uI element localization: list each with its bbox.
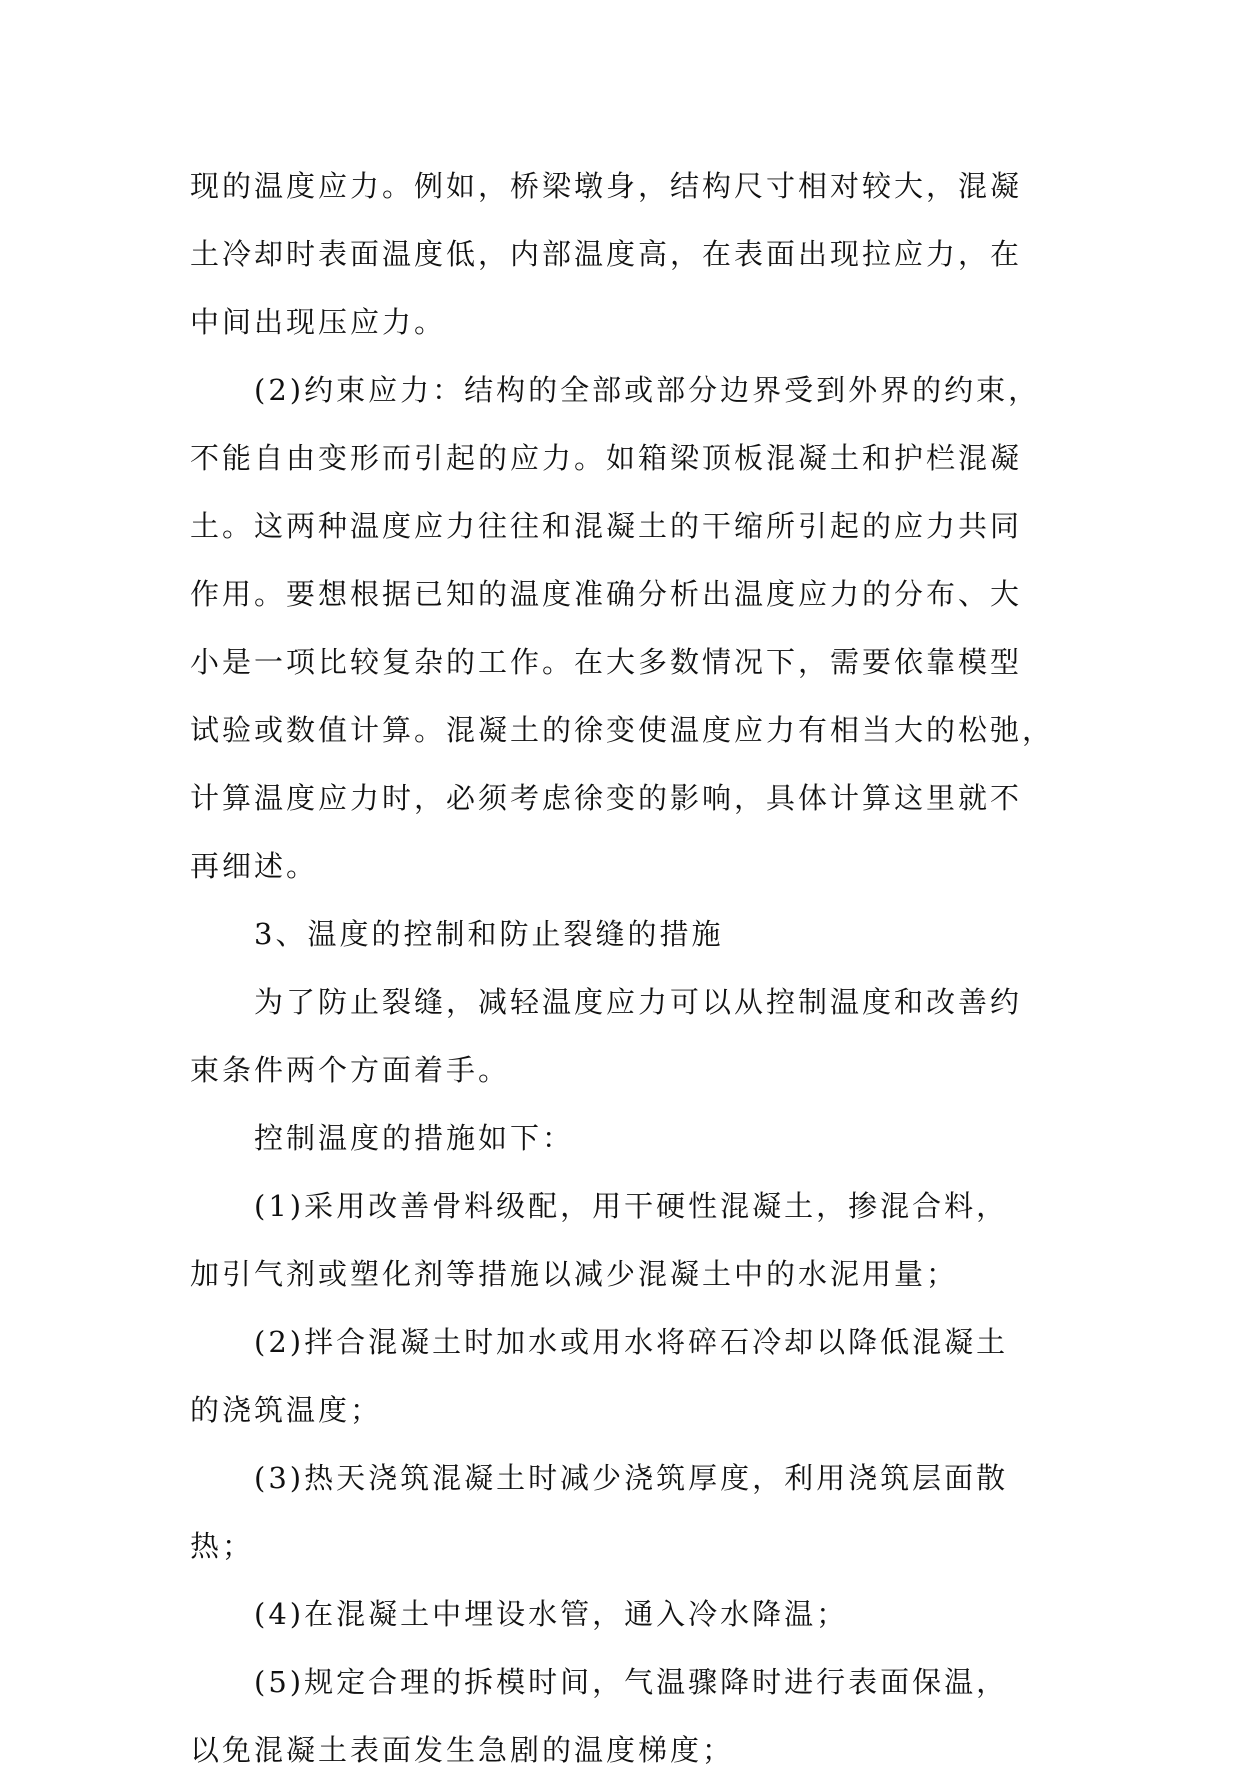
text-line-10: 计算温度应力时，必须考虑徐变的影响，具体计算这里就不 <box>190 781 1023 815</box>
text-line-7: 作用。要想根据已知的温度准确分析出温度应力的分布、大 <box>190 577 1023 611</box>
text-line-18: (2)拌合混凝土时加水或用水将碎石冷却以降低混凝土 <box>254 1325 1009 1359</box>
text-line-16: (1)采用改善骨料级配，用干硬性混凝土，掺混合料， <box>254 1189 1009 1223</box>
text-line-4: (2)约束应力：结构的全部或部分边界受到外界的约束， <box>254 373 1041 407</box>
text-line-3: 中间出现压应力。 <box>190 305 447 339</box>
text-line-13: 为了防止裂缝，减轻温度应力可以从控制温度和改善约 <box>254 985 1023 1019</box>
text-line-24: 以免混凝土表面发生急剧的温度梯度； <box>190 1733 735 1767</box>
text-line-20: (3)热天浇筑混凝土时减少浇筑厚度，利用浇筑层面散 <box>254 1461 1009 1495</box>
text-line-11: 再细述。 <box>190 849 319 883</box>
text-line-17: 加引气剂或塑化剂等措施以减少混凝土中的水泥用量； <box>190 1257 959 1291</box>
text-line-8: 小是一项比较复杂的工作。在大多数情况下，需要依靠模型 <box>190 645 1023 679</box>
text-line-1: 现的温度应力。例如，桥梁墩身，结构尺寸相对较大，混凝 <box>190 169 1023 203</box>
text-line-23: (5)规定合理的拆模时间，气温骤降时进行表面保温， <box>254 1665 1009 1699</box>
text-line-6: 土。这两种温度应力往往和混凝土的干缩所引起的应力共同 <box>190 509 1023 543</box>
text-line-21: 热； <box>190 1529 255 1563</box>
text-line-9: 试验或数值计算。混凝土的徐变使温度应力有相当大的松弛， <box>190 713 1055 747</box>
text-line-2: 土冷却时表面温度低，内部温度高，在表面出现拉应力，在 <box>190 237 1023 271</box>
text-line-19: 的浇筑温度； <box>190 1393 383 1427</box>
section-heading: 3、温度的控制和防止裂缝的措施 <box>254 917 724 951</box>
text-line-14: 束条件两个方面着手。 <box>190 1053 511 1087</box>
text-line-15: 控制温度的措施如下： <box>254 1121 575 1155</box>
text-line-22: (4)在混凝土中埋设水管，通入冷水降温； <box>254 1597 849 1631</box>
text-line-5: 不能自由变形而引起的应力。如箱梁顶板混凝土和护栏混凝 <box>190 441 1023 475</box>
document-body <box>190 152 1055 1784</box>
